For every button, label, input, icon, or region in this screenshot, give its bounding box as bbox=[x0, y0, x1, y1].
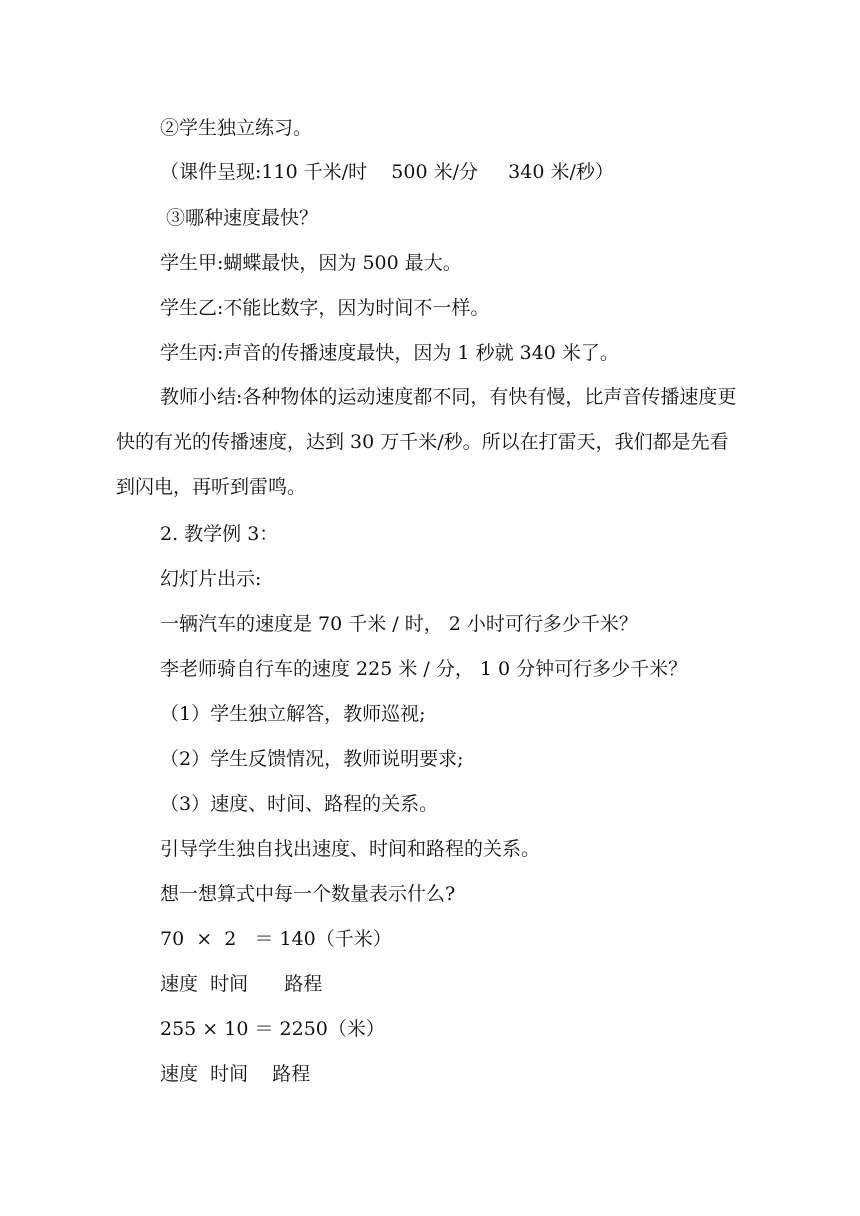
text-line: 学生乙:不能比数字，因为时间不一样。 bbox=[160, 297, 490, 319]
text-line: 学生丙:声音的传播速度最快，因为 1 秒就 340 米了。 bbox=[160, 342, 619, 364]
list-item: （3）速度、时间、路程的关系。 bbox=[160, 793, 439, 815]
teacher-summary-paragraph: 教师小结:各种物体的运动速度都不同，有快有慢，比声音传播速度更快的有光的传播速度，达到 30 万千米/秒。所以在打雷天，我们都是先看到闪电，再听到雷鸣。 bbox=[116, 386, 737, 498]
equation-line: 70 × 2 ＝ 140（千米） bbox=[160, 928, 392, 950]
equation-labels: 速度 时间 路程 bbox=[160, 1063, 311, 1085]
text-line: （课件呈现:110 千米/时 500 米/分 340 米/秒） bbox=[160, 161, 614, 183]
text-line: 想一想算式中每一个数量表示什么? bbox=[160, 883, 456, 905]
section-heading: 2. 教学例 3： bbox=[160, 523, 279, 545]
text-line: 一辆汽车的速度是 70 千米 / 时， 2 小时可行多少千米？ bbox=[160, 613, 638, 635]
equation-labels: 速度 时间 路程 bbox=[160, 973, 323, 995]
list-item: （1）学生独立解答，教师巡视; bbox=[160, 703, 426, 725]
text-line: ②学生独立练习。 bbox=[160, 117, 313, 139]
equation-line: 255 × 10 ＝ 2250（米） bbox=[160, 1018, 385, 1040]
text-line: 李老师骑自行车的速度 225 米 / 分， 1 0 分钟可行多少千米？ bbox=[160, 658, 688, 680]
text-line: ③哪种速度最快？ bbox=[160, 207, 319, 229]
text-line: 引导学生独自找出速度、时间和路程的关系。 bbox=[160, 838, 541, 860]
text-line: 幻灯片出示: bbox=[160, 568, 262, 590]
list-item: （2）学生反馈情况，教师说明要求; bbox=[160, 748, 464, 770]
text-line: 学生甲:蝴蝶最快，因为 500 最大。 bbox=[160, 252, 462, 274]
